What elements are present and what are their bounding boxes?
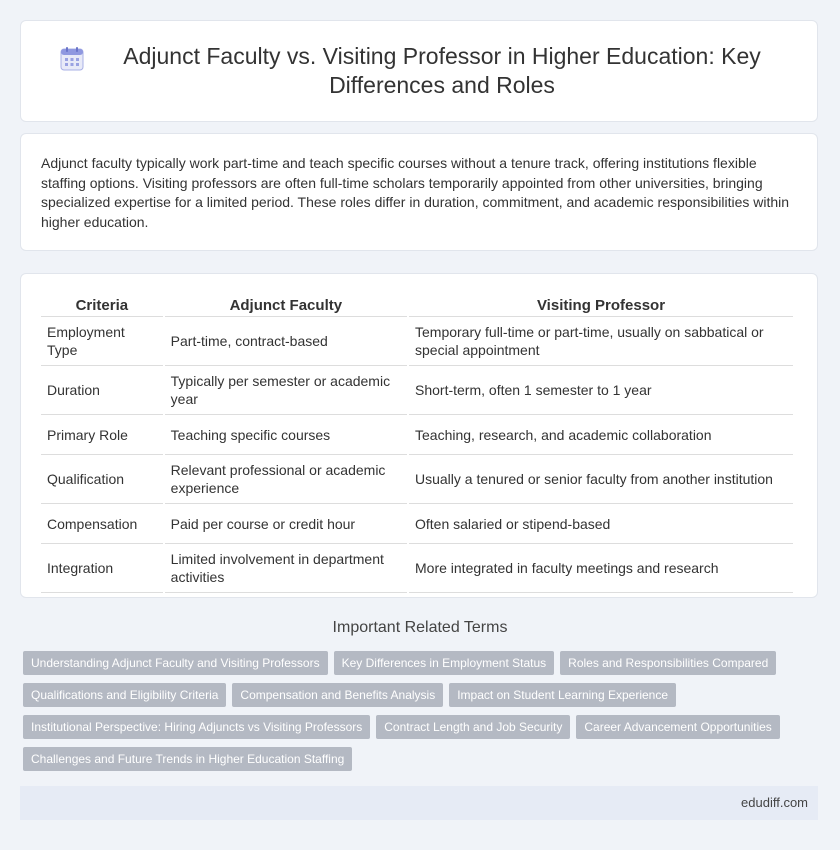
footer-site-link[interactable]: edudiff.com xyxy=(741,795,808,810)
related-terms-title: Important Related Terms xyxy=(332,619,508,636)
related-term-tag[interactable]: Key Differences in Employment Status xyxy=(334,651,555,675)
related-terms-list xyxy=(23,651,813,779)
table-row xyxy=(41,415,793,455)
table-cell: Compensation xyxy=(41,504,163,544)
calendar-icon xyxy=(59,46,85,72)
table-cell: Often salaried or stipend-based xyxy=(409,504,793,544)
table-row xyxy=(41,455,793,504)
page-title: Adjunct Faculty vs. Visiting Professor in Higher Education: Key Differences and Roles xyxy=(123,43,761,98)
related-term-tag[interactable]: Impact on Student Learning Experience xyxy=(449,683,676,707)
table-cell: Part-time, contract-based xyxy=(165,317,407,366)
header-adjunct-faculty: Adjunct Faculty xyxy=(165,294,407,317)
table-row xyxy=(41,317,793,366)
table-cell: Primary Role xyxy=(41,415,163,455)
related-term-tag[interactable]: Career Advancement Opportunities xyxy=(576,715,779,739)
table-row xyxy=(41,544,793,593)
table-cell: Employment Type xyxy=(41,317,163,366)
header-visiting-professor: Visiting Professor xyxy=(409,294,793,317)
table-cell: Teaching, research, and academic collaboration xyxy=(409,415,793,455)
footer xyxy=(20,786,818,820)
related-term-tag[interactable]: Compensation and Benefits Analysis xyxy=(232,683,443,707)
comparison-table xyxy=(39,294,795,593)
related-term-tag[interactable]: Contract Length and Job Security xyxy=(376,715,570,739)
related-term-tag[interactable]: Challenges and Future Trends in Higher Education Staffing xyxy=(23,747,352,771)
table-cell: Paid per course or credit hour xyxy=(165,504,407,544)
table-cell: Temporary full-time or part-time, usually on sabbatical or special appointment xyxy=(409,317,793,366)
intro-card xyxy=(20,133,818,251)
header-card xyxy=(20,20,818,122)
related-term-tag[interactable]: Qualifications and Eligibility Criteria xyxy=(23,683,226,707)
table-row xyxy=(41,504,793,544)
table-cell: Relevant professional or academic experience xyxy=(165,455,407,504)
comparison-table-card xyxy=(20,273,818,598)
table-cell: Limited involvement in department activities xyxy=(165,544,407,593)
table-cell: Qualification xyxy=(41,455,163,504)
related-term-tag[interactable]: Understanding Adjunct Faculty and Visiting Professors xyxy=(23,651,328,675)
table-cell: Short-term, often 1 semester to 1 year xyxy=(409,366,793,415)
table-cell: Usually a tenured or senior faculty from another institution xyxy=(409,455,793,504)
table-cell: Teaching specific courses xyxy=(165,415,407,455)
header-criteria: Criteria xyxy=(41,294,163,317)
intro-text: Adjunct faculty typically work part-time and teach specific courses without a tenure track, offering institutions flexible staffing options. Visiting professors are often full-time scholars temporarily appointed from other universities, bringing specialized expertise for a limited period. These roles differ in duration, commitment, and academic responsibilities within higher education. xyxy=(41,155,790,230)
table-cell: Integration xyxy=(41,544,163,593)
related-term-tag[interactable]: Roles and Responsibilities Compared xyxy=(560,651,776,675)
table-row xyxy=(41,366,793,415)
table-cell: Duration xyxy=(41,366,163,415)
related-term-tag[interactable]: Institutional Perspective: Hiring Adjuncts vs Visiting Professors xyxy=(23,715,370,739)
table-cell: Typically per semester or academic year xyxy=(165,366,407,415)
table-header-row xyxy=(41,294,793,317)
table-cell: More integrated in faculty meetings and research xyxy=(409,544,793,593)
